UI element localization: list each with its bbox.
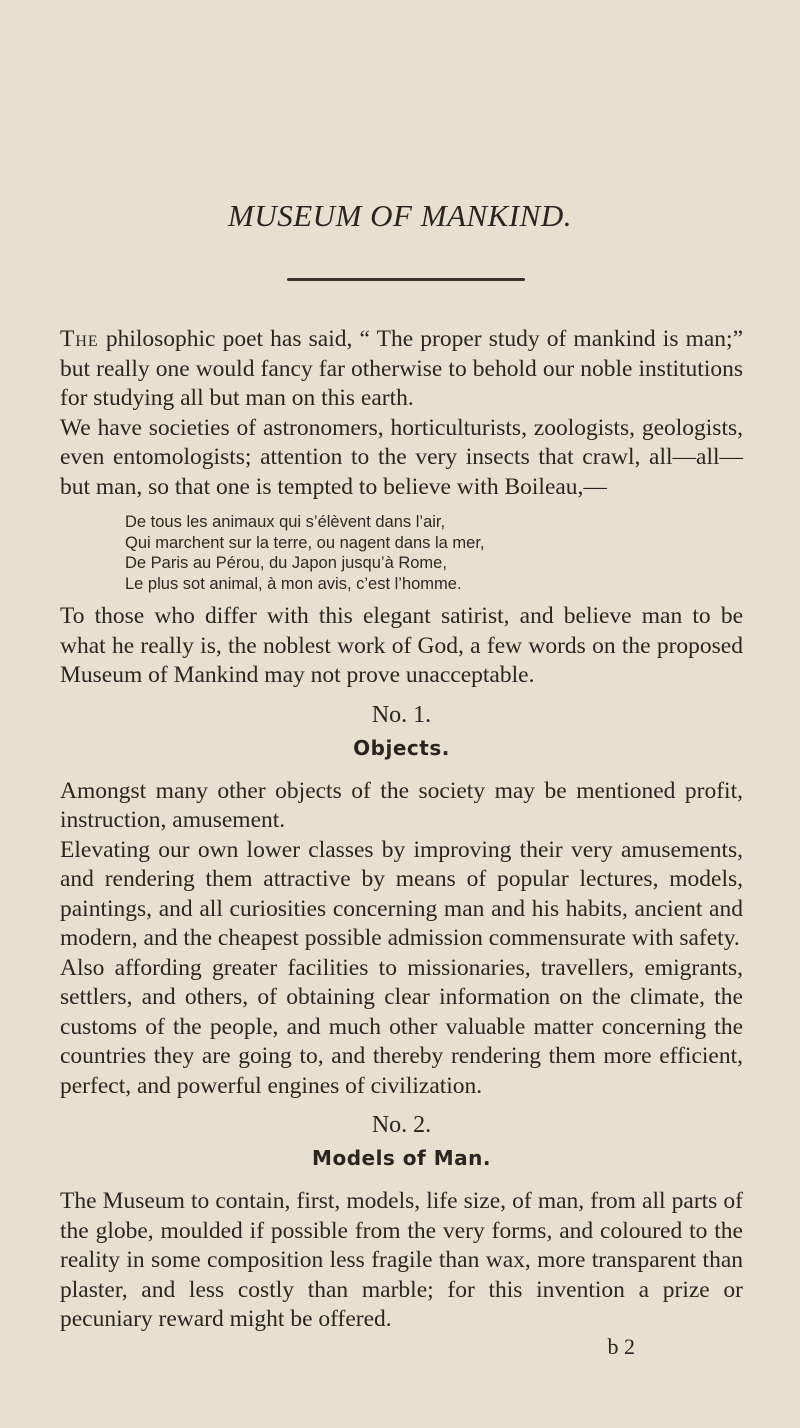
section-2-paragraph: The Museum to contain, first, models, life size, of man, from all parts of the globe, moulded if possible from the very forms, and coloured to the reality in some composition less fragile than wax, more transparent than plaster, and less costly than marble; for this invention a prize or pecuniary reward might be offered. <box>60 1188 743 1332</box>
verse-line: De Paris au Pérou, du Japon jusqu’à Rome, <box>125 554 447 572</box>
section-1-heading: Objects. <box>353 735 450 760</box>
verse-line: Qui marchent sur la terre, ou nagent dans la mer, <box>125 533 485 552</box>
section-1-paragraph: Amongst many other objects of the society may be mentioned profit, instruction, amusement. <box>60 777 743 833</box>
verse-line: Le plus sot animal, à mon avis, c’est l’homme. <box>125 574 462 593</box>
title-rule <box>287 278 525 281</box>
intro-paragraph-2: We have societies of astronomers, horticulturists, zoologists, geologists, even entomologists; attention to the very insects that crawl, all—all—but man, so that one is tempted to believe with Boileau,— <box>60 414 743 500</box>
intro-paragraph-1-text: philosophic poet has said, “ The proper study of mankind is man;” but really one would fancy far otherwise to behold our noble institutions for studying all but man on this earth. <box>60 326 743 411</box>
section-1-paragraph: Also affording greater facilities to missionaries, travellers, emigrants, settlers, and others, of obtaining clear information on the climate, the customs of the people, and much other valuable matter concerning the countries they are going to, and thereby rendering them more efficient, perfect, and powerful engines of civilization. <box>60 954 743 1099</box>
intro-paragraph-1 <box>60 325 743 414</box>
intro-lead-word: The <box>60 326 99 352</box>
signature-mark: b 2 <box>607 1333 635 1359</box>
intro-paragraph-3: To those who differ with this elegant satirist, and believe man to be what he really is, the noblest work of God, a few words on the proposed Museum of Mankind may not prove unacceptable. <box>60 603 743 688</box>
verse-line: De tous les animaux qui s’élèvent dans l’air, <box>125 513 446 531</box>
section-2-number: No. 2. <box>371 1112 432 1138</box>
section-1-number: No. 1. <box>371 701 432 728</box>
page-title: MUSEUM OF MANKIND. <box>228 198 572 233</box>
document-body <box>60 325 743 1359</box>
french-verse <box>125 512 743 594</box>
section-1-paragraph: Elevating our own lower classes by improving their very amusements, and rendering them attractive by means of popular lectures, models, paintings, and all curiosities concerning man and his habits, ancient and modern, and the cheapest possible admission commensurate with safety. <box>60 836 743 951</box>
section-2-heading: Models of Man. <box>312 1146 491 1170</box>
